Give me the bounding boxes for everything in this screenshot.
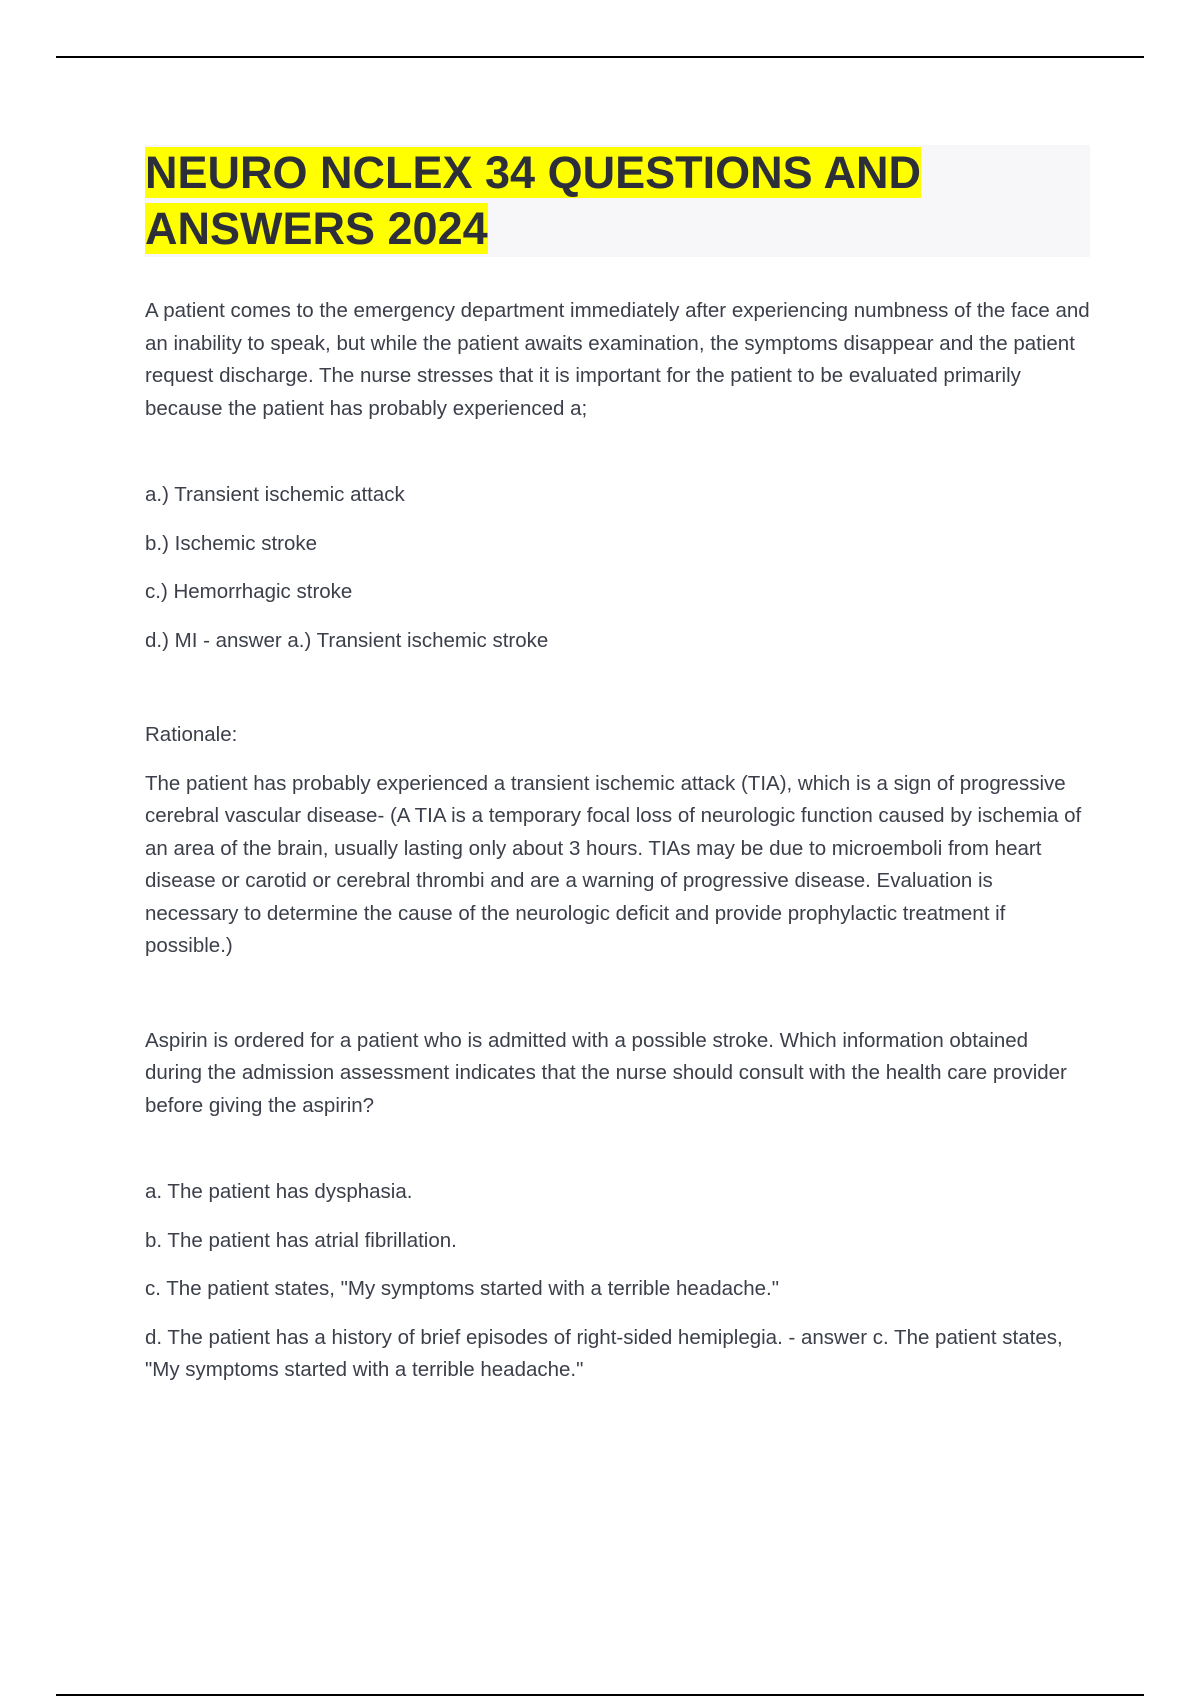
title-block [145,145,1090,257]
highlighted-title-text: NEURO NCLEX 34 QUESTIONS AND ANSWERS 2024 [145,147,921,254]
bottom-rule [56,1694,1144,1696]
answer-option: c. The patient states, "My symptoms started with a terrible headache." [145,1277,780,1300]
answer-option: b. The patient has atrial fibrillation. [145,1228,457,1252]
question-2 [145,1025,1090,1387]
top-rule [56,56,1144,58]
answer-option: a.) Transient ischemic attack [145,483,405,506]
answer-option-with-answer: d.) MI - answer a.) Transient ischemic stroke [145,628,549,652]
answer-option: c.) Hemorrhagic stroke [145,580,353,603]
answer-option-with-answer: d. The patient has a history of brief episodes of right-sided hemiplegia. - answer c. The patient states, "My symptoms started with a terrible headache." [145,1325,1063,1381]
answer-option: a. The patient has dysphasia. [145,1180,413,1203]
answer-option: b.) Ischemic stroke [145,531,318,555]
question-stem: A patient comes to the emergency department immediately after experiencing numbness of the face and an inability to speak, but while the patient awaits examination, the symptoms disappear and the patient request discharge. The nurse stresses that it is important for the patient to be evaluated primarily because the patient has probably experienced a; [145,299,1090,420]
document-body [145,145,1090,1403]
rationale-text: The patient has probably experienced a transient ischemic attack (TIA), which is a sign of progressive cerebral vascular disease- (A TIA is a temporary focal loss of neurologic function caused by ischemia of an area of the brain, usually lasting only about 3 hours. TIAs may be due to microemboli from heart disease or carotid or cerebral thrombi and are a warning of progressive disease. Evaluation is necessary to determine the cause of the neurologic deficit and provide prophylactic treatment if possible.) [145,771,1082,957]
question-1 [145,295,1090,963]
document-title [145,145,1090,257]
question-stem: Aspirin is ordered for a patient who is admitted with a possible stroke. Which information obtained during the admission assessment indicates that the nurse should consult with the health care provider before giving the aspirin? [145,1028,1067,1117]
rationale-label: Rationale: [145,723,238,746]
